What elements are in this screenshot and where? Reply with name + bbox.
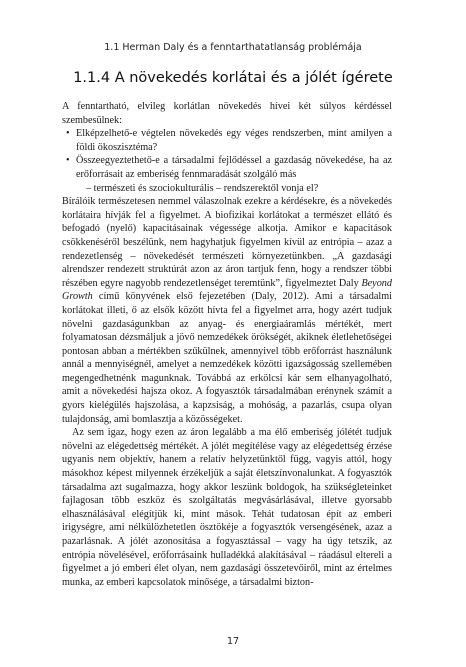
list-item [66, 127, 392, 154]
intro-paragraph: A fenntartható, elvileg korlátlan növekedés hívei két súlyos kérdéssel szembesülnek: [62, 101, 392, 126]
book-title: Beyond Growth [62, 277, 392, 303]
list-item-text: Elképzelhető-e végtelen növekedés egy véges rendszerben, mint amilyen a földi ökoszisztéma? [76, 128, 392, 153]
running-head: 1.1 Herman Daly és a fenntarthatatlanság problémája [104, 42, 362, 53]
list-item [66, 154, 392, 195]
bullet-list [62, 127, 392, 195]
bullet-icon: • [66, 155, 70, 167]
paragraph-1 [62, 195, 392, 426]
page-number: 17 [226, 636, 240, 647]
paragraph-1-text-cont: című könyvének első fejezetében (Daly, 2012). Ami a társadalmi korlátokat illeti, ő az elsők között hívta fel a figyelmet arra, hogy azért tudjuk növelni gazdaságunkban az anyag- és energiaáramlás mértékét, mert folyamatosan dézsmáljuk a jövő nemzedékek örökségét, akiknek életlehetőségei pontosan abban a mértékben szűkülnek, amennyivel több erőforrást használunk annál a mennyiségnél, amelyet a nemzedékek közötti igazságosság szellemében megengedhetnénk magunknak. Továbbá az erkölcsi kár sem elhanyagolható, amit a növekedési hajsza okoz. A fogyasztók társadalmában erénynek számít a gyors kielégülés hajszolása, a kapzsiság, a mohóság, a pazarlás, csupa olyan tulajdonság, ami bomlasztja a közösségeket. [62, 291, 392, 425]
list-item-continuation: – természeti és szociokulturális – rendszerektől vonja el? [86, 182, 319, 194]
body-text [62, 100, 392, 589]
section-heading: 1.1.4 A növekedés korlátai és a jólét ígérete [73, 70, 393, 86]
paragraph-2: Az sem igaz, hogy ezen az áron legalább a ma élő emberiség jólétét tudjuk növelni az elégedettség mértékét. A jólét megítélése vagy az elégedettség érzése ugyanis nem objektív, hanem a relatív helyzetünktől függ, vagyis attól, hogy másokhoz képest milyennek érzékeljük a saját életszínvonalunkat. A fogyasztók társadalma azt sugalmazza, hogy akkor leszünk boldogok, ha szükségleteinket fajlagosan több eszköz és szolgáltatás megvásárlásával, illetve gyorsabb elhasználásával elégítjük ki, mint mások. Tehát tudatosan épít az emberi irigységre, ami nélkülözhetetlen ösztökéje a fogyasztók versengésének, azaz a pazarlásnak. A jólét azonosítása a fogyasztással – vagy ha úgy tetszik, az entrópia növelésével, erőforrásaink hulladékká alakításával – ráadásul eltereli a figyelmet a jó emberi élet olyan, nem gazdasági összetevőiről, mint az értelmes munka, az emberi kapcsolatok minősége, a társadalmi bizton- [62, 427, 392, 588]
paragraph-1-text: Bírálóik természetesen nemmel válaszolnak ezekre a kérdésekre, és a növekedés korlátaira hívják fel a figyelmet. A biofizikai korlátokat a természet ellátó és befogadó (nyelő) kapacitásainak végessége alkotja. Amikor e kapacitások csökkenéséről beszélünk, nem hagyhatjuk figyelmen kívül az entrópia – azaz a rendezetlenség – növekedését természeti környezetünkben. „A gazdasági alrendszer rendezett struktúrát azon az áron tartjuk fenn, hogy a rendszer többi részében egyre nagyobb rendezetlenséget teremtünk”, figyelmeztet Daly [62, 196, 392, 289]
list-item-text: Összeegyeztethető-e a társadalmi fejlődéssel a gazdaság növekedése, ha az erőforrásait az emberiség fennmaradását szolgáló más [76, 155, 392, 180]
bullet-icon: • [66, 128, 70, 140]
